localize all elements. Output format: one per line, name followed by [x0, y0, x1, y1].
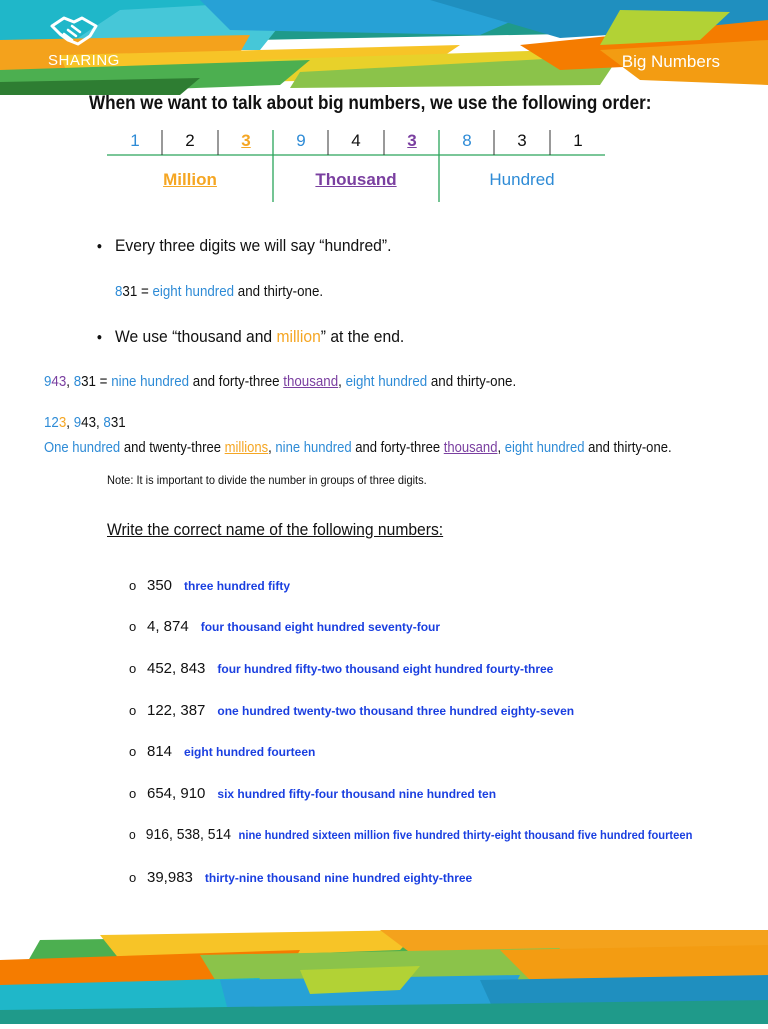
exercise-item — [129, 826, 692, 843]
exercise-number: 39,983 — [147, 869, 193, 886]
footer-decoration — [0, 930, 768, 1024]
ex2-c: , — [66, 374, 74, 390]
exercise-item — [129, 743, 315, 760]
group-million: Million — [163, 170, 217, 189]
exercise-item — [129, 785, 496, 802]
ex2-j: , — [338, 374, 346, 390]
exercise-number: 814 — [147, 743, 173, 760]
ex3n-d: , — [66, 415, 74, 431]
digit-1: 1 — [130, 131, 140, 150]
footer-banner — [0, 930, 768, 1024]
exercise-item — [129, 660, 553, 677]
example-123943831-words — [44, 440, 672, 456]
ex2-l: and thirty-one. — [427, 374, 517, 390]
ex2-thousand: thousand — [283, 374, 339, 390]
exercise-answer: nine hundred sixteen million five hundred thirty-eight thousand five hundred fourteen — [238, 828, 693, 842]
example-831 — [115, 284, 323, 300]
exercise-answer: four hundred fifty-two thousand eight hundred fourty-three — [217, 662, 554, 676]
digit-5: 4 — [351, 131, 361, 150]
group-thousand: Thousand — [315, 170, 397, 189]
digit-8: 3 — [517, 131, 527, 150]
equals: = — [137, 284, 153, 300]
bullet2-part-c: ” at the end. — [320, 327, 405, 346]
list-bullet-marker: o — [129, 703, 137, 718]
exercise-answer: four thousand eight hundred seventy-four — [200, 620, 441, 634]
ex3n-h: 8 — [103, 415, 111, 431]
exercise-item — [129, 577, 290, 594]
ex3w-a: One hundred — [44, 440, 121, 456]
exercise-item — [129, 618, 440, 635]
exercise-answer: eight hundred fourteen — [184, 745, 316, 759]
ex3w-j: and thirty-one. — [584, 440, 672, 456]
ex2-k: eight hundred — [345, 374, 428, 390]
example-943831 — [44, 374, 516, 390]
ex3w-h: , — [497, 440, 505, 456]
brand-name: SHARING — [48, 52, 120, 69]
ex3n-g: , — [95, 415, 104, 431]
handshake-icon — [46, 12, 106, 57]
list-bullet-marker: o — [129, 870, 137, 885]
ex3w-d: , — [268, 440, 276, 456]
example-hundred: eight hundred — [152, 284, 235, 300]
list-bullet-marker: o — [129, 786, 137, 801]
list-bullet-marker: o — [129, 619, 137, 634]
place-value-table — [107, 128, 607, 204]
ex3n-c: 3 — [58, 415, 67, 431]
list-bullet-marker: o — [129, 827, 136, 842]
ex2-f: = — [95, 374, 112, 390]
exercise-item — [129, 702, 574, 719]
digit-4: 9 — [296, 131, 306, 150]
bullet2-million: million — [276, 327, 321, 346]
exercise-answer: one hundred twenty-two thousand three hundred eighty-seven — [217, 704, 575, 718]
example-digit: 8 — [115, 284, 123, 300]
ex3w-millions: millions — [224, 440, 269, 456]
ex3n-a: 1 — [44, 415, 52, 431]
list-bullet-marker: o — [129, 661, 137, 676]
page-title: Big Numbers — [621, 52, 720, 71]
exercise-number: 452, 843 — [147, 660, 206, 677]
ex3n-f: 43 — [81, 415, 96, 431]
exercise-number: 916, 538, 514 — [145, 826, 232, 843]
bullet2-part-a: We use “thousand and — [115, 327, 277, 346]
exercise-answer: three hundred fifty — [184, 579, 291, 593]
example-rest: and thirty-one. — [234, 284, 324, 300]
ex3w-f: and forty-three — [351, 440, 444, 456]
ex3n-e: 9 — [73, 415, 82, 431]
digit-2: 2 — [185, 131, 195, 150]
digit-7: 8 — [462, 131, 472, 150]
ex3w-e: nine hundred — [275, 440, 352, 456]
ex2-g: nine hundred — [111, 374, 190, 390]
header-banner — [0, 0, 768, 95]
exercise-answer: six hundred fifty-four thousand nine hundred ten — [217, 787, 497, 801]
digit-9: 1 — [573, 131, 583, 150]
digit-3: 3 — [241, 131, 251, 150]
ex2-h: and forty-three — [189, 374, 284, 390]
ex2-d: 8 — [73, 374, 82, 390]
header-decoration — [0, 0, 768, 95]
ex3w-i: eight hundred — [504, 440, 585, 456]
ex2-e: 31 — [81, 374, 96, 390]
list-bullet-marker: o — [129, 578, 137, 593]
ex2-a: 9 — [44, 374, 52, 390]
ex3w-b: and twenty-three — [120, 440, 225, 456]
bullet-hundred: ● Every three digits we will say “hundred”. — [115, 236, 391, 256]
note-text: Note: It is important to divide the number in groups of three digits. — [107, 473, 427, 487]
exercise-number: 4, 874 — [147, 618, 189, 635]
digit-6: 3 — [407, 131, 417, 150]
list-bullet-marker: o — [129, 744, 137, 759]
ex3w-thousand: thousand — [443, 440, 498, 456]
exercise-item — [129, 869, 472, 886]
ex3n-b: 2 — [51, 415, 59, 431]
exercise-number: 122, 387 — [147, 702, 206, 719]
ex2-b: 43 — [51, 374, 67, 390]
exercise-number: 350 — [147, 577, 173, 594]
example-digits: 31 — [122, 284, 138, 300]
bullet-thousand-million — [115, 327, 404, 347]
example-123943831-number — [44, 415, 126, 431]
group-hundred: Hundred — [489, 170, 555, 189]
intro-heading: When we want to talk about big numbers, we use the following order: — [89, 93, 652, 114]
exercise-number: 654, 910 — [147, 785, 206, 802]
ex3n-i: 31 — [110, 415, 126, 431]
exercise-heading: Write the correct name of the following numbers: — [107, 520, 444, 539]
exercise-answer: thirty-nine thousand nine hundred eighty-three — [204, 871, 473, 885]
